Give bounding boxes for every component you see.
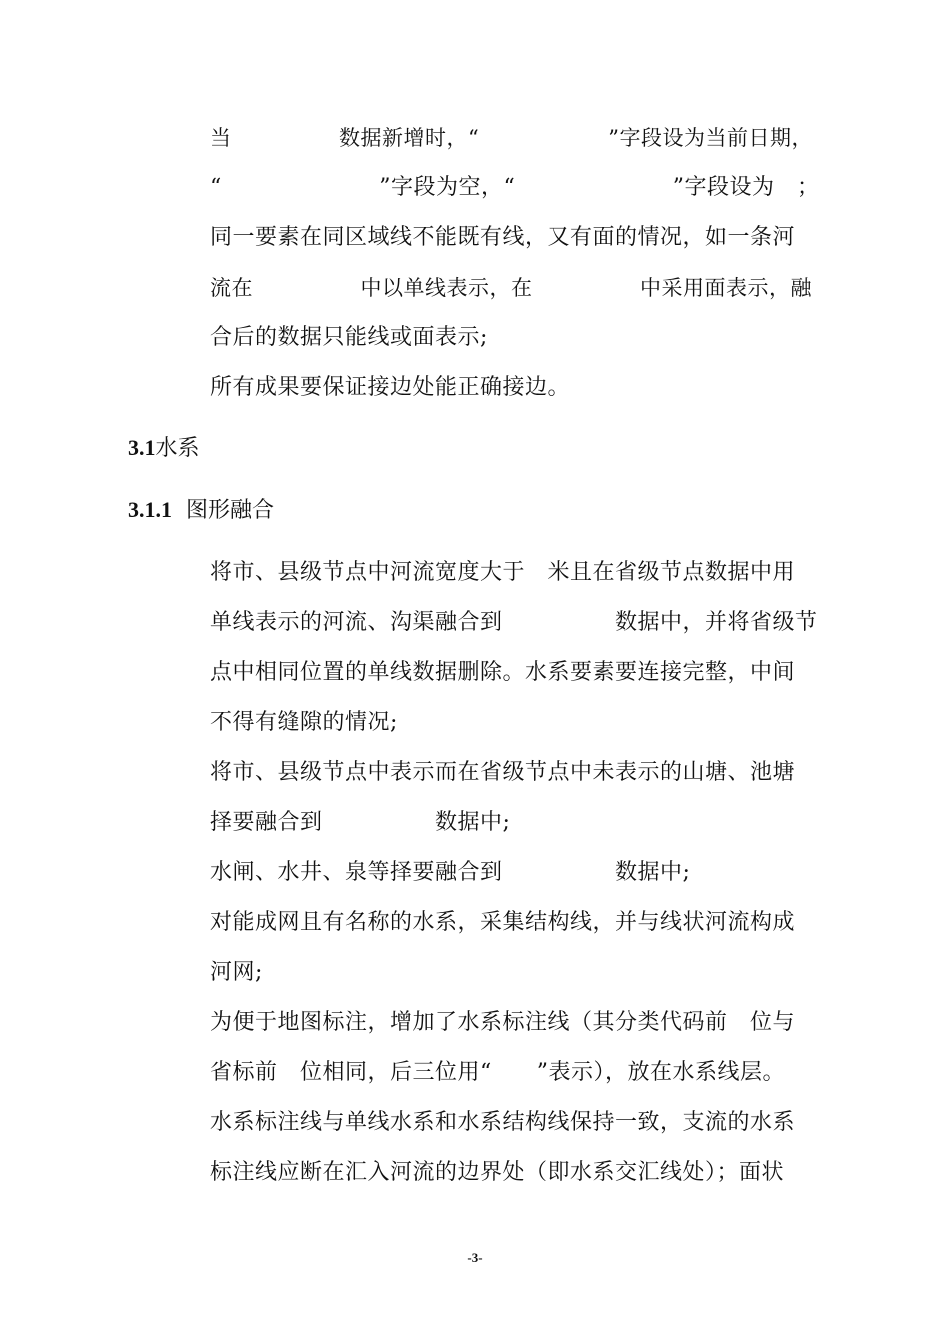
page-number: -3-	[467, 1250, 483, 1265]
text-line-2: “ ”字段为空，“ ”字段设为 ；	[210, 175, 820, 200]
subsection-title: 图形融合	[186, 498, 275, 523]
text-line-15: 河网;	[210, 960, 263, 985]
section-heading	[128, 433, 200, 464]
text-line-3: 同一要素在同区域线不能既有线，又有面的情况，如一条河	[210, 225, 796, 250]
text-line-7: 将市、县级节点中河流宽度大于 米且在省级节点数据中用	[210, 560, 796, 585]
text-line-12: 择要融合到 数据中;	[210, 810, 511, 835]
section-number: 3.1	[128, 435, 156, 460]
text-line-19: 标注线应断在汇入河流的边界处（即水系交汇线处）；面状	[210, 1160, 785, 1185]
text-line-11: 将市、县级节点中表示而在省级节点中未表示的山塘、池塘	[210, 760, 796, 785]
text-line-1: 当 数据新增时，“ ”字段设为当前日期，	[210, 126, 813, 150]
subsection-heading	[128, 495, 274, 526]
text-line-16: 为便于地图标注，增加了水系标注线（其分类代码前 位与	[210, 1010, 796, 1035]
text-line-4: 流在 中以单线表示，在 中采用面表示，融	[210, 276, 812, 300]
text-line-17: 省标前 位相同，后三位用“ ”表示），放在水系线层。	[210, 1060, 785, 1085]
text-line-8: 单线表示的河流、沟渠融合到 数据中，并将省级节	[210, 610, 818, 635]
section-title: 水系	[155, 436, 200, 461]
text-line-18: 水系标注线与单线水系和水系结构线保持一致，支流的水系	[210, 1110, 796, 1135]
text-line-5: 合后的数据只能线或面表示;	[210, 325, 488, 350]
text-line-9: 点中相同位置的单线数据删除。水系要素要连接完整，中间	[210, 660, 796, 685]
subsection-number: 3.1.1	[128, 497, 172, 522]
text-line-14: 对能成网且有名称的水系，采集结构线，并与线状河流构成	[210, 910, 796, 935]
text-line-10: 不得有缝隙的情况;	[210, 710, 398, 735]
text-line-13: 水闸、水井、泉等择要融合到 数据中;	[210, 860, 691, 885]
text-line-6: 所有成果要保证接边处能正确接边。	[210, 375, 571, 400]
